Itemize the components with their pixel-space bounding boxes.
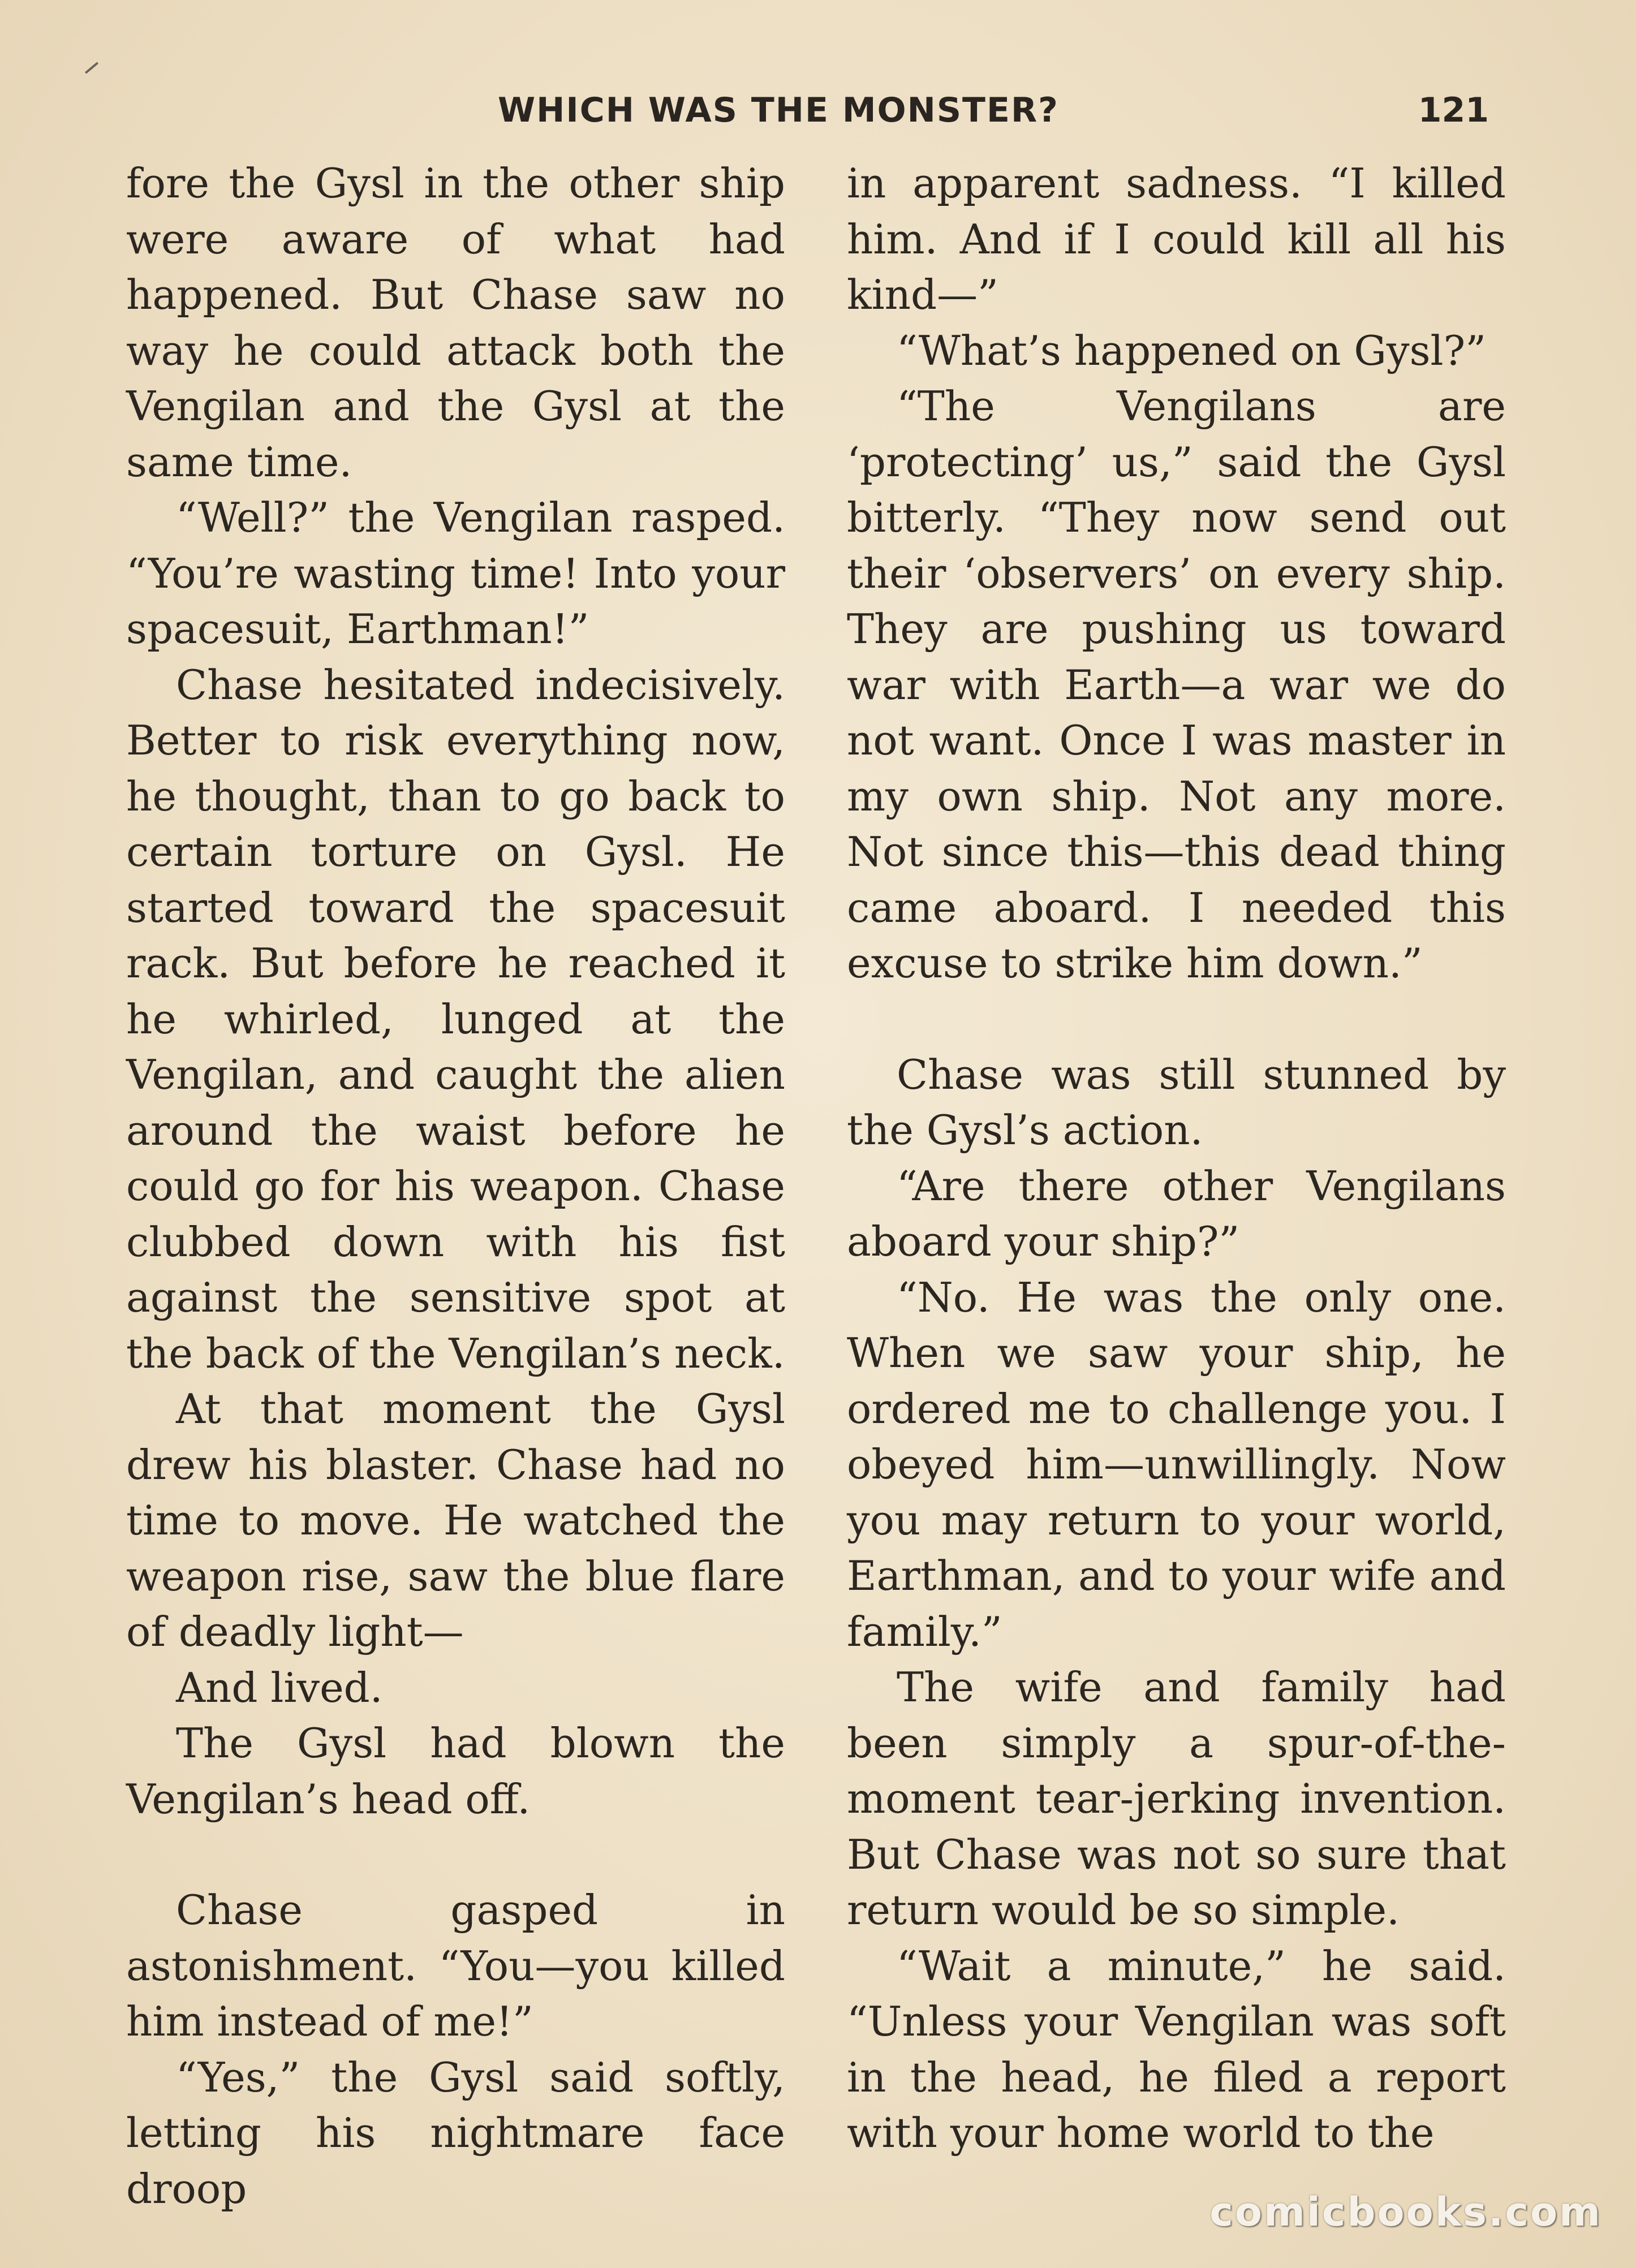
- paragraph: “The Vengilans are ‘protecting’ us,” said the Gysl bitterly. “They now send out their ‘observers’ on every ship. They are pushing us toward war with Earth—a war we do not want. Once I was master in my own ship. Not any more. Not since this—this dead thing came aboard. I needed this excuse to strike him down.”: [847, 382, 1506, 987]
- paragraph: The Gysl had blown the Vengilan’s head off.: [126, 1719, 785, 1823]
- chapter-title: WHICH WAS THE MONSTER?: [498, 90, 1059, 130]
- paragraph: fore the Gysl in the other ship were aware of what had happened. But Chase saw no way he could attack both the Vengilan and the Gysl at the same time.: [126, 159, 785, 486]
- paragraph: “Yes,” the Gysl said softly, letting his nightmare face droop: [126, 2053, 785, 2213]
- paragraph: “Well?” the Vengilan rasped. “You’re wasting time! Into your spacesuit, Earthman!”: [126, 494, 785, 653]
- paragraph: And lived.: [176, 1663, 383, 1711]
- page-number: 121: [1418, 90, 1489, 130]
- site-watermark: comicbooks.com: [1209, 2189, 1602, 2235]
- left-column: [126, 156, 785, 2217]
- paragraph: Chase was still stunned by the Gysl’s action.: [847, 1050, 1506, 1154]
- paragraph: Chase hesitated indecisively. Better to risk everything now, he thought, than to go back to certain torture on Gysl. He started toward the spacesuit rack. But before he reached it he whirled, lunged at the Vengilan, and caught the alien around the waist before he could go for his weapon. Chase clubbed down with his fist against the sensitive spot at the back of the Vengilan’s neck.: [126, 661, 785, 1377]
- running-header: [498, 82, 1512, 139]
- paragraph: “Wait a minute,” he said. “Unless your Vengilan was soft in the head, he filed a report with your home world to the: [847, 1942, 1506, 2157]
- paragraph: “What’s happened on Gysl?”: [897, 326, 1486, 374]
- paragraph: The wife and family had been simply a spur-of-the-moment tear-jerking invention. But Chase was not so sure that return would be so simple.: [847, 1663, 1506, 1934]
- paragraph: Chase gasped in astonishment. “You—you killed him instead of me!”: [126, 1886, 785, 2045]
- paragraph: “Are there other Vengilans aboard your ship?”: [847, 1162, 1506, 1265]
- right-column: [847, 156, 1506, 2161]
- paragraph: “No. He was the only one. When we saw your ship, he ordered me to challenge you. I obeyed him—unwillingly. Now you may return to your world, Earthman, and to your wife and family.”: [847, 1273, 1506, 1655]
- paragraph: At that moment the Gysl drew his blaster. Chase had no time to move. He watched the weapon rise, saw the blue flare of deadly light—: [126, 1385, 785, 1655]
- pencil-mark: [85, 62, 98, 74]
- paragraph: in apparent sadness. “I killed him. And if I could kill all his kind—”: [847, 159, 1506, 318]
